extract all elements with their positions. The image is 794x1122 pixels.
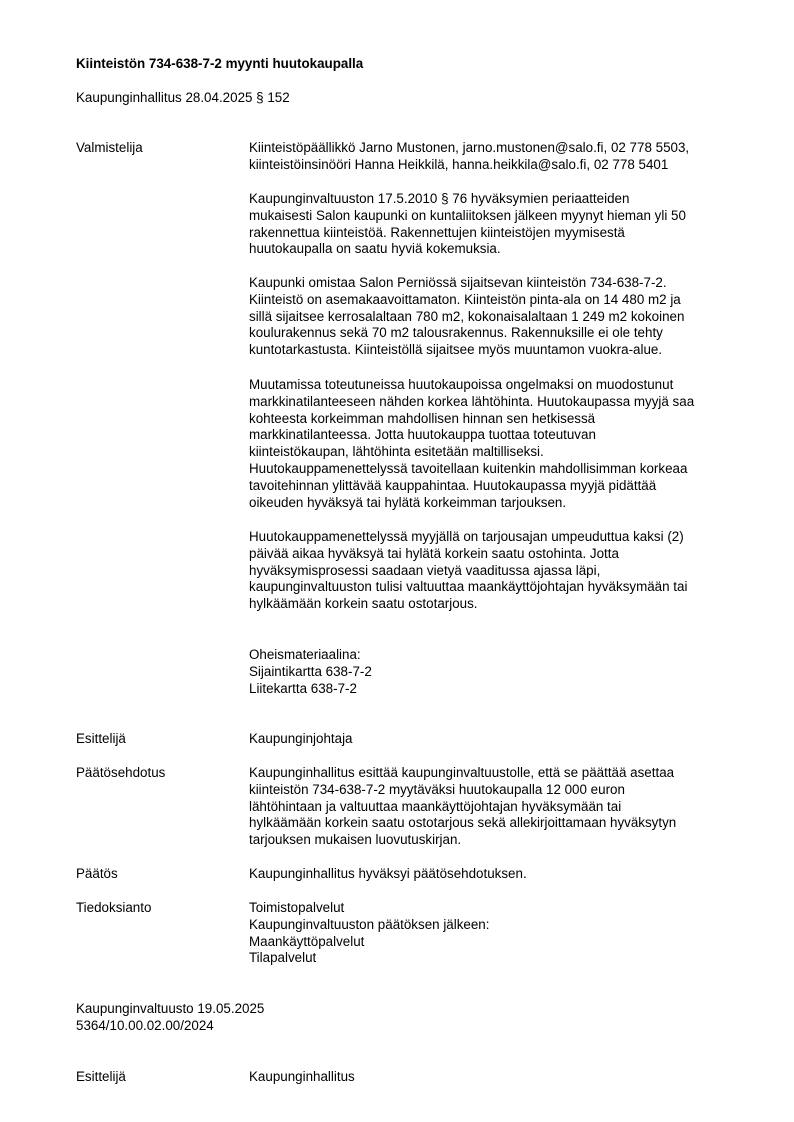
paragraph-principles [249,191,744,258]
label-esittelija: Esittelijä [76,731,126,746]
decision-value: Kaupunginhallitus hyväksyi päätösehdotuksen. [249,866,527,881]
council-meeting-block [76,1001,264,1035]
text-line: kiinteistökaupan, lähtöhinta esitetään maltilliseksi. [249,444,544,460]
record-number: 5364/10.00.02.00/2024 [76,1017,214,1033]
text-line: kohteesta korkeimman mahdollisen hinnan sen hetkisessä [249,410,596,426]
paragraph-approval-process [249,529,744,613]
text-line: kiinteistön 734-638-7-2 myytäväksi huutokaupalla 12 000 euron [249,781,625,797]
text-line: kaupunginvaltuuston tulisi valtuuttaa maankäyttöjohtajan hyväksymään tai [249,579,688,595]
preparer-line: kiinteistöinsinööri Hanna Heikkilä, hanna.heikkila@salo.fi, 02 778 5401 [249,156,669,172]
text-line: lähtöhintaan ja valtuuttaa maankäyttöjohtajan hyväksymään tai [249,798,622,814]
esittelija-value: Kaupunginjohtaja [249,731,353,746]
text-line: kuntotarkastusta. Kiinteistöllä sijaitsee myös muuntamon vuokra-alue. [249,342,663,358]
attachment-item: Sijaintikartta 638-7-2 [249,663,372,679]
text-line: päivää aikaa hyväksyä tai hylätä korkein saatu ostohinta. Jotta [249,545,619,561]
decision-proposal [249,765,744,849]
attachments-list [249,647,744,697]
label-footer-esittelija: Esittelijä [76,1069,126,1084]
council-meeting-line: Kaupunginvaltuusto 19.05.2025 [76,1001,265,1016]
recipient-item: Tilapalvelut [249,950,317,966]
label-paatosehdotus: Päätösehdotus [76,765,166,780]
attachment-item: Liitekartta 638-7-2 [249,680,357,696]
attachments-heading: Oheismateriaalina: [249,647,361,662]
text-line: Kaupunki omistaa Salon Perniössä sijaitsevan kiinteistön 734-638-7-2. [249,275,667,290]
label-tiedoksianto: Tiedoksianto [76,900,152,915]
text-line: rakennettua kiinteistöä. Rakennettujen kiinteistöjen myymisestä [249,224,625,240]
document-title: Kiinteistön 734-638-7-2 myynti huutokaupalla [76,56,364,71]
text-line: hylkäämään korkein saatu ostotarjous sekä allekirjoittamaan hyväksytyn [249,815,677,831]
recipient-item: Kaupunginvaltuuston päätöksen jälkeen: [249,916,490,932]
preparer-block [249,140,744,174]
text-line: huutokaupalla on saatu hyviä kokemuksia. [249,241,501,257]
meeting-reference: Kaupunginhallitus 28.04.2025 § 152 [76,90,290,105]
text-line: tavoitehinnan ylittävää kauppahintaa. Huutokaupassa myyjä pidättää [249,477,657,493]
recipient-item: Toimistopalvelut [249,900,345,915]
text-line: Kaupunginvaltuuston 17.5.2010 § 76 hyväksymien periaatteiden [249,191,630,206]
footer-esittelija-value: Kaupunginhallitus [249,1069,355,1084]
text-line: hylkäämään korkein saatu ostotarjous. [249,596,478,612]
text-line: sillä sijaitsee kerrosalaltaan 780 m2, kokonaisalaltaan 1 249 m2 kokoinen [249,308,685,324]
text-line: markkinatilanteessa. Jotta huutokauppa tuottaa toteutuvan [249,427,596,443]
notification-recipients [249,900,744,967]
label-valmistelija: Valmistelija [76,140,143,155]
text-line: Kiinteistö on asemakaavoittamaton. Kiinteistön pinta-ala on 14 480 m2 ja [249,291,681,307]
recipient-item: Maankäyttöpalvelut [249,933,365,949]
text-line: hyväksymisprosessi saadaan vietyä vaaditussa ajassa läpi, [249,562,601,578]
text-line: Muutamissa toteutuneissa huutokaupoissa ongelmaksi on muodostunut [249,377,674,392]
paragraph-auction-problems [249,377,744,511]
text-line: mukaisesti Salon kaupunki on kuntaliitoksen jälkeen myynyt hieman yli 50 [249,207,686,223]
text-line: Kaupunginhallitus esittää kaupunginvaltuustolle, että se päättää asettaa [249,765,675,780]
text-line: Huutokauppamenettelyssä tavoitellaan kuitenkin mahdollisimman korkeaa [249,460,688,476]
text-line: Huutokauppamenettelyssä myyjällä on tarjousajan umpeuduttua kaksi (2) [249,529,684,544]
text-line: markkinatilanteeseen nähden korkea lähtöhinta. Huutokaupassa myyjä saa [249,393,695,409]
text-line: koulurakennus sekä 70 m2 talousrakennus. Rakennuksille ei ole tehty [249,325,663,341]
paragraph-property [249,275,744,359]
text-line: oikeuden hyväksyä tai hylätä korkeimman tarjouksen. [249,494,567,510]
text-line: tarjouksen mukaisen luovutuskirjan. [249,832,462,848]
label-paatos: Päätös [76,866,118,881]
preparer-line: Kiinteistöpäällikkö Jarno Mustonen, jarno.mustonen@salo.fi, 02 778 5503, [249,140,690,155]
